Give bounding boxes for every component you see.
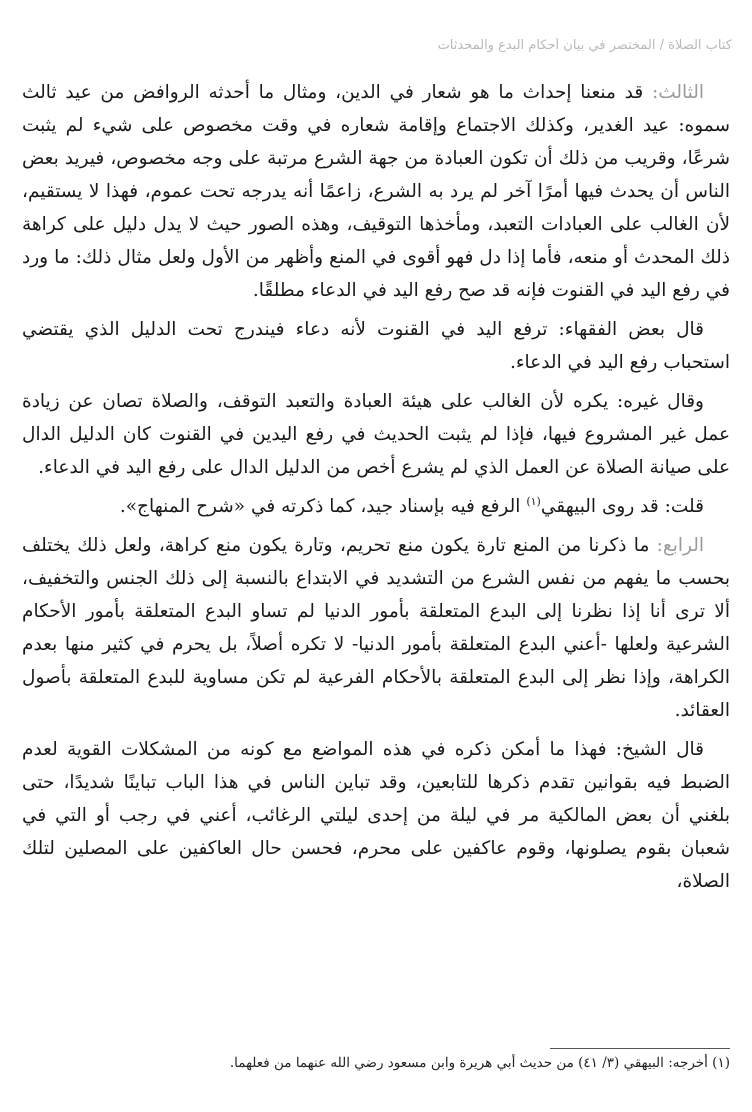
paragraph-body: ما ذكرنا من المنع تارة يكون منع تحريم، وتارة يكون منع كراهة، ولعل ذلك يختلف بحسب ما يفهم من نفس الشرع من التشديد في الابتداع بالنسبة إلى ذلك الجنس والتخفيف، ألا ترى أنا إذا نظرنا إلى البدع المتعلقة بأمور الدنيا لم تساو البدع المتعلقة بأمور الأحكام الشرعية ولعلها -أعني البدع المتعلقة بأمور الدنيا- لا تكره أصلاً، بل يحرم في كثير منها بعدم الكراهة، وإذا نظر إلى البدع المتعلقة بالأحكام الفرعية لم تكن مساوية للبدع المتعلقة بأصول العقائد. [22,535,730,721]
paragraph-lead: الثالث: [651,82,704,103]
footnote-divider [550,1048,730,1049]
paragraph-lead: الرابع: [656,535,704,556]
footnote: (١) أخرجه: البيهقي (٣/ ٤١) من حديث أبي هريرة وابن مسعود رضي الله عنهما من فعلهما. [229,1055,730,1071]
paragraph-body: وقال غيره: يكره لأن الغالب على هيئة العبادة والتعبد التوقف، والصلاة تصان عن زيادة عمل غير المشروع فيها، فإذا لم يثبت الحديث في رفع اليدين في القنوت كان الدليل الدال على صيانة الصلاة عن العمل الذي لم يشرع أخص من الدليل الدال على رفع اليد في الدعاء. [22,391,730,478]
paragraph-body: قلت: قد روى البيهقي [540,496,704,517]
paragraph-bayhaqi [22,490,730,523]
paragraph-others [22,385,730,484]
paragraph-sheikh [22,733,730,898]
paragraph-body: قال بعض الفقهاء: ترفع اليد في القنوت لأنه دعاء فيندرج تحت الدليل الذي يقتضي استحباب رفع اليد في الدعاء. [22,319,730,373]
paragraph-body: قال الشيخ: فهذا ما أمكن ذكره في هذه المواضع مع كونه من المشكلات القوية لعدم الضبط فيه بقوانين تقدم ذكرها للتابعين، وقد تباين الناس في هذا الباب تباينًا شديدًا، حتى بلغني أن بعض المالكية مر في ليلة من إحدى ليلتي الرغائب، أعني في رجب أو التي في شعبان بقوم يصلونها، وقوم عاكفين على محرم، فحسن حال العاكفين على المصلين لتلك الصلاة، [22,739,730,892]
paragraph-third-point [22,76,730,307]
paragraph-body: قد منعنا إحداث ما هو شعار في الدين، ومثال ما أحدثه الروافض من عيد ثالث سموه: عيد الغدير، وكذلك الاجتماع وإقامة شعاره في وقت مخصوص على شيء لم يثبت شرعًا، وقريب من ذلك أن تكون العبادة من جهة الشرع مرتبة على وجه مخصوص، فيريد بعض الناس أن يحدث فيها أمرًا آخر لم يرد به الشرع، زاعمًا أنه يدرجه تحت عموم، فهذا لا يستقيم، لأن الغالب على العبادات التعبد، ومأخذها التوقيف، وهذه الصور حيث لا يدل دليل على كراهة ذلك المحدث أو منعه، فأما إذا دل فهو أقوى في المنع وأظهر من الأول ولعل مثال ذلك: ما ورد في رفع اليد في القنوت فإنه قد صح رفع اليد في الدعاء مطلقًا. [22,82,730,301]
running-header: كتاب الصلاة / المختصر في بيان أحكام البدع والمحدثات [437,38,732,53]
paragraph-some-jurists [22,313,730,379]
main-text [22,76,730,904]
paragraph-body-continued: الرفع فيه بإسناد جيد، كما ذكرته في «شرح المنهاج». [119,496,527,517]
paragraph-fourth-point [22,529,730,727]
footnote-marker[interactable]: (١) [526,494,541,508]
